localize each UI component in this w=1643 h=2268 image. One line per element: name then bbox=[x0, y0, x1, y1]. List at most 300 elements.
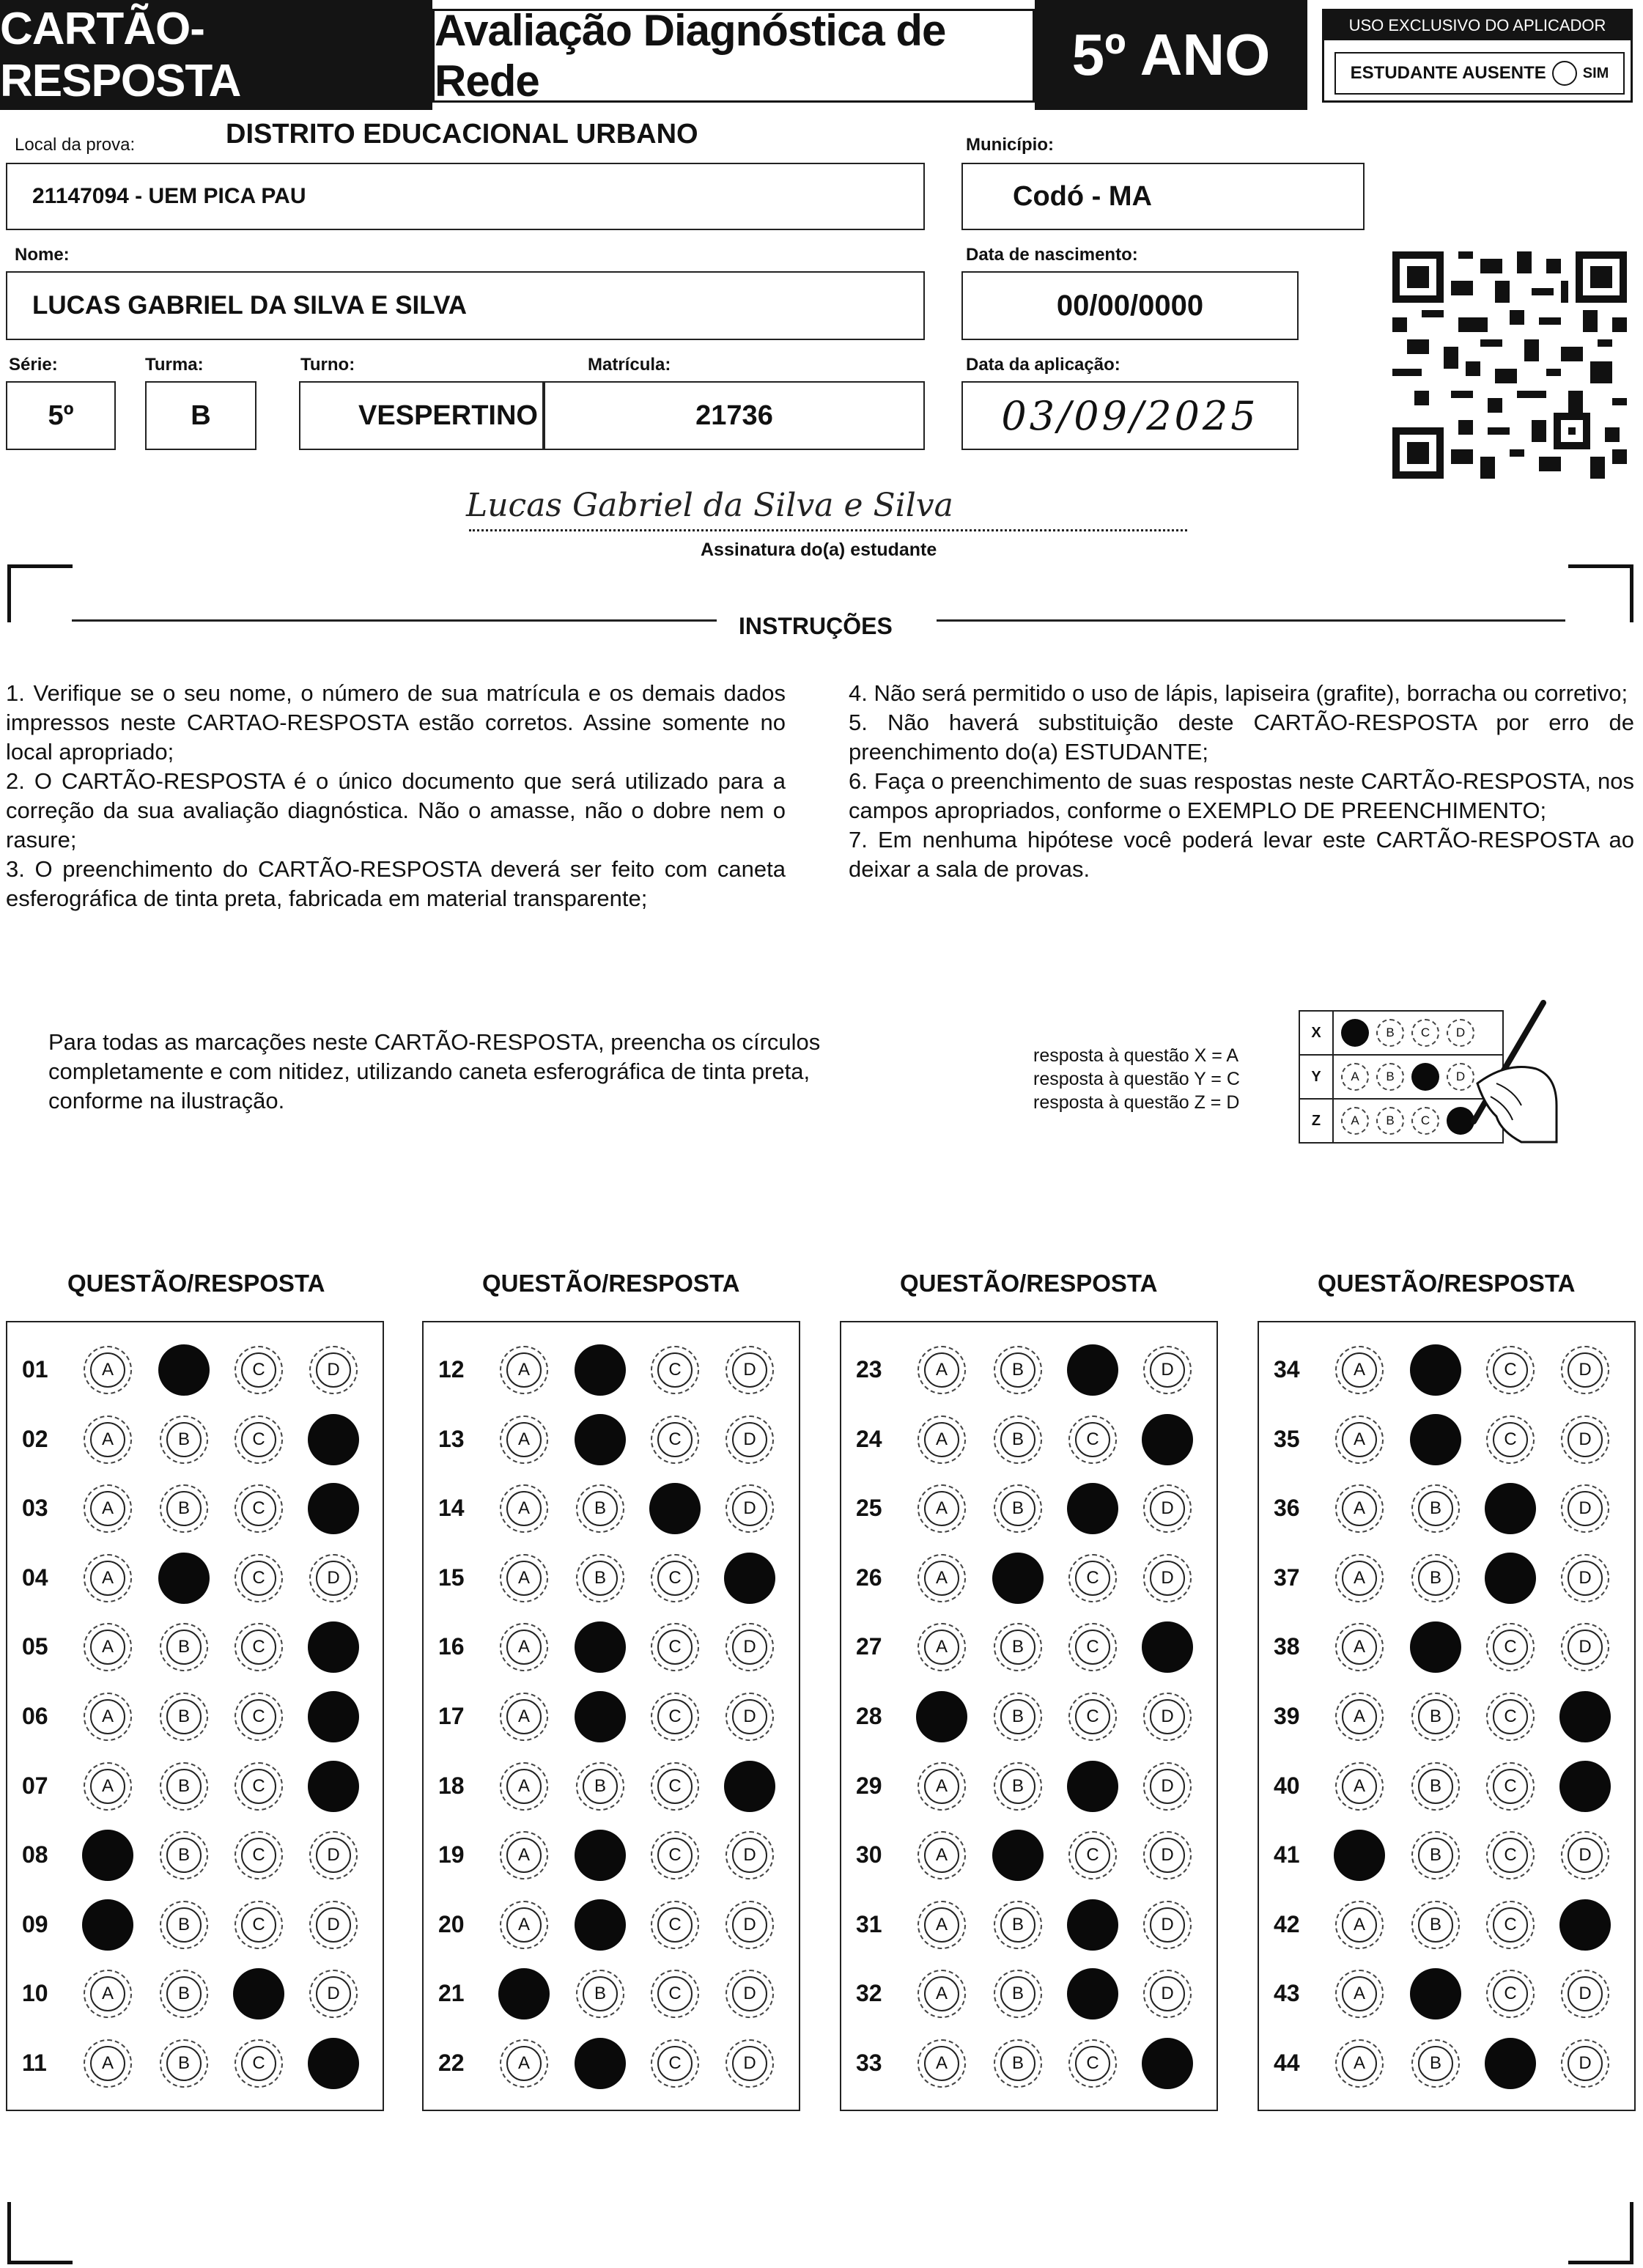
answer-panel-4 bbox=[1258, 1321, 1636, 2111]
answer-bubble-a[interactable] bbox=[1335, 1901, 1384, 1949]
answer-bubble-a[interactable] bbox=[84, 1346, 132, 1394]
answer-bubble-a[interactable] bbox=[500, 1415, 548, 1464]
answer-bubble-c[interactable] bbox=[651, 1693, 699, 1741]
option-letter: D bbox=[1568, 1630, 1603, 1665]
answer-bubble-filled[interactable] bbox=[1410, 1344, 1461, 1396]
question-number: 07 bbox=[22, 1772, 48, 1799]
answer-bubble-d[interactable] bbox=[309, 1554, 358, 1602]
answer-bubble-d[interactable] bbox=[725, 1901, 774, 1949]
answer-bubble-d[interactable] bbox=[725, 1831, 774, 1879]
option-letter: D bbox=[732, 1352, 767, 1388]
answer-bubble-d[interactable] bbox=[725, 1623, 774, 1671]
option-letter: B bbox=[1418, 1769, 1453, 1804]
answer-bubble-d[interactable] bbox=[309, 1901, 358, 1949]
answer-bubble-d[interactable] bbox=[1561, 1831, 1609, 1879]
answer-bubble-a[interactable] bbox=[918, 2039, 966, 2088]
answer-bubble-b[interactable] bbox=[160, 1970, 208, 2018]
evaluation-title: Avaliação Diagnóstica de Rede bbox=[432, 9, 1035, 103]
answer-bubble-c[interactable] bbox=[651, 1346, 699, 1394]
answer-bubble-a[interactable] bbox=[500, 1762, 548, 1811]
answer-bubble-filled[interactable] bbox=[498, 1968, 550, 2020]
answer-bubble-filled[interactable] bbox=[1067, 1899, 1118, 1951]
answer-bubble-b[interactable] bbox=[994, 2039, 1042, 2088]
option-letter: A bbox=[924, 1907, 959, 1943]
qr-code bbox=[1392, 251, 1627, 479]
answer-bubble-a[interactable] bbox=[1335, 1346, 1384, 1394]
answer-bubble-d[interactable] bbox=[725, 1346, 774, 1394]
answer-bubble-filled[interactable] bbox=[992, 1553, 1044, 1604]
option-letter: D bbox=[1568, 1976, 1603, 2011]
answer-bubble-a[interactable] bbox=[1335, 1554, 1384, 1602]
answer-bubble-filled[interactable] bbox=[575, 2038, 626, 2089]
option-letter: A bbox=[506, 1699, 542, 1734]
option-letter: A bbox=[1342, 2046, 1377, 2081]
signature-line bbox=[469, 529, 1187, 531]
option-letter: B bbox=[166, 1699, 202, 1734]
question-row-03 bbox=[7, 1476, 383, 1544]
answer-bubble-a[interactable] bbox=[84, 1970, 132, 2018]
question-row-14 bbox=[424, 1476, 799, 1544]
answer-bubble-filled[interactable] bbox=[158, 1553, 210, 1604]
option-letter: C bbox=[657, 1699, 693, 1734]
answer-bubble-d[interactable] bbox=[1561, 1484, 1609, 1533]
answer-bubble-c[interactable] bbox=[1486, 1831, 1535, 1879]
question-row-22 bbox=[424, 2030, 799, 2099]
question-number: 23 bbox=[856, 1356, 882, 1382]
answer-bubble-filled[interactable] bbox=[1559, 1761, 1611, 1812]
answer-bubble-c[interactable] bbox=[651, 2039, 699, 2088]
answer-bubble-d[interactable] bbox=[725, 2039, 774, 2088]
answer-bubble-filled[interactable] bbox=[1067, 1968, 1118, 2020]
answer-bubble-d[interactable] bbox=[1561, 1623, 1609, 1671]
question-number: 28 bbox=[856, 1703, 882, 1729]
answer-bubble-c[interactable] bbox=[651, 1901, 699, 1949]
option-letter: D bbox=[316, 1352, 351, 1388]
answer-bubble-c[interactable] bbox=[651, 1970, 699, 2018]
question-number: 22 bbox=[438, 2050, 465, 2076]
option-letter: C bbox=[241, 1838, 276, 1873]
instructions-right bbox=[849, 679, 1634, 884]
answer-bubble-filled[interactable] bbox=[916, 1691, 967, 1742]
instructions-title: INSTRUÇÕES bbox=[739, 613, 893, 639]
answer-bubble-filled[interactable] bbox=[1559, 1691, 1611, 1742]
answer-bubble-a[interactable] bbox=[500, 1901, 548, 1949]
answer-bubble-c[interactable] bbox=[651, 1831, 699, 1879]
answer-bubble-a[interactable] bbox=[84, 1623, 132, 1671]
question-number: 31 bbox=[856, 1910, 882, 1937]
answer-bubble-c[interactable] bbox=[651, 1554, 699, 1602]
answer-bubble-d[interactable] bbox=[1143, 1693, 1192, 1741]
option-letter: D bbox=[732, 1699, 767, 1734]
option-letter: C bbox=[1075, 1422, 1110, 1457]
option-letter: A bbox=[506, 2046, 542, 2081]
option-letter: C bbox=[1493, 1838, 1528, 1873]
answer-bubble-c[interactable] bbox=[235, 1484, 283, 1533]
option-letter: D bbox=[732, 1491, 767, 1526]
corner-mark-top-left bbox=[7, 564, 73, 622]
answer-bubble-d[interactable] bbox=[1143, 1831, 1192, 1879]
answer-bubble-b[interactable] bbox=[1411, 1762, 1460, 1811]
fill-note: Para todas as marcações neste CARTÃO-RESPOSTA, preencha os círculos completamente e com nitidez, utilizando caneta esferográfica de tinta preta, conforme na ilustração. bbox=[48, 1029, 821, 1113]
option-letter: D bbox=[1568, 1491, 1603, 1526]
option-letter: B bbox=[1000, 1352, 1035, 1388]
absent-option-label: SIM bbox=[1582, 65, 1609, 81]
option-letter: D bbox=[316, 1838, 351, 1873]
option-letter: A bbox=[1342, 1422, 1377, 1457]
answer-bubble-a[interactable] bbox=[500, 1346, 548, 1394]
answer-bubble-filled[interactable] bbox=[1067, 1761, 1118, 1812]
answer-bubble-a[interactable] bbox=[918, 1970, 966, 2018]
answer-bubble-filled[interactable] bbox=[575, 1830, 626, 1881]
answer-bubble-b[interactable] bbox=[994, 1762, 1042, 1811]
answer-bubble-filled[interactable] bbox=[1067, 1344, 1118, 1396]
answer-bubble-c[interactable] bbox=[235, 1901, 283, 1949]
option-letter: C bbox=[1493, 1352, 1528, 1388]
option-letter: A bbox=[90, 1699, 125, 1734]
pen-hand-icon bbox=[1433, 995, 1558, 1149]
answer-bubble-b[interactable] bbox=[994, 1693, 1042, 1741]
answer-bubble-b[interactable] bbox=[994, 1901, 1042, 1949]
turma-label: Turma: bbox=[145, 355, 204, 375]
answer-bubble-b[interactable] bbox=[1411, 1831, 1460, 1879]
answer-bubble-filled[interactable] bbox=[1142, 2038, 1193, 2089]
answer-bubble-filled[interactable] bbox=[308, 1621, 359, 1673]
answer-bubble-d[interactable] bbox=[1561, 2039, 1609, 2088]
option-letter: A bbox=[1342, 1976, 1377, 2011]
answer-bubble-d[interactable] bbox=[725, 1693, 774, 1741]
option-letter: D bbox=[1568, 2046, 1603, 2081]
answer-bubble-a[interactable] bbox=[1335, 2039, 1384, 2088]
question-number: 40 bbox=[1274, 1772, 1300, 1799]
answer-bubble-d[interactable] bbox=[1561, 1970, 1609, 2018]
option-letter: C bbox=[1075, 1561, 1110, 1596]
answer-bubble-c[interactable] bbox=[1486, 1970, 1535, 2018]
answer-bubble-d[interactable] bbox=[1561, 1346, 1609, 1394]
option-letter: C bbox=[241, 1352, 276, 1388]
answer-bubble-filled[interactable] bbox=[575, 1344, 626, 1396]
answer-bubble-filled[interactable] bbox=[308, 1761, 359, 1812]
answer-bubble-a[interactable] bbox=[1335, 1693, 1384, 1741]
answer-bubble-d[interactable] bbox=[309, 1346, 358, 1394]
option-letter: C bbox=[241, 1422, 276, 1457]
answer-bubble-b[interactable] bbox=[1411, 1901, 1460, 1949]
question-row-44 bbox=[1259, 2030, 1634, 2099]
answer-bubble-a[interactable] bbox=[500, 1484, 548, 1533]
answer-bubble-c[interactable] bbox=[235, 1623, 283, 1671]
answer-bubble-filled[interactable] bbox=[575, 1414, 626, 1465]
answer-bubble-b[interactable] bbox=[160, 2039, 208, 2088]
option-letter: A bbox=[1342, 1769, 1377, 1804]
absent-field bbox=[1334, 52, 1625, 95]
answer-bubble-a[interactable] bbox=[84, 1554, 132, 1602]
answer-bubble-d[interactable] bbox=[1143, 1484, 1192, 1533]
answer-bubble-c[interactable] bbox=[235, 2039, 283, 2088]
answer-bubble-b[interactable] bbox=[160, 1484, 208, 1533]
answer-bubble-c[interactable] bbox=[1486, 1415, 1535, 1464]
answer-bubble-c[interactable] bbox=[1486, 1623, 1535, 1671]
answer-bubble-d[interactable] bbox=[1143, 1970, 1192, 2018]
question-row-25 bbox=[841, 1476, 1216, 1544]
answer-bubble-d[interactable] bbox=[309, 1831, 358, 1879]
answer-bubble-c[interactable] bbox=[1068, 2039, 1117, 2088]
answer-bubble-a[interactable] bbox=[918, 1484, 966, 1533]
answer-bubble-d[interactable] bbox=[725, 1415, 774, 1464]
answer-bubble-b[interactable] bbox=[160, 1831, 208, 1879]
option-letter: D bbox=[1150, 1352, 1185, 1388]
answer-bubble-filled[interactable] bbox=[649, 1483, 701, 1534]
fill-example bbox=[1299, 1010, 1518, 1154]
answer-bubble-b[interactable] bbox=[1411, 2039, 1460, 2088]
option-letter: D bbox=[1150, 1976, 1185, 2011]
answer-bubble-b[interactable] bbox=[160, 1901, 208, 1949]
example-bubble-b: B bbox=[1376, 1063, 1404, 1091]
answer-bubble-a[interactable] bbox=[84, 1693, 132, 1741]
answer-bubble-a[interactable] bbox=[84, 2039, 132, 2088]
option-letter: D bbox=[732, 1976, 767, 2011]
option-letter: A bbox=[924, 1352, 959, 1388]
option-letter: B bbox=[583, 1561, 618, 1596]
example-bubble-b: B bbox=[1376, 1107, 1404, 1135]
question-row-31 bbox=[841, 1892, 1216, 1961]
question-number: 18 bbox=[438, 1772, 465, 1799]
answer-panel-3 bbox=[840, 1321, 1218, 2111]
nome-field: LUCAS GABRIEL DA SILVA E SILVA bbox=[6, 271, 925, 340]
option-letter: B bbox=[166, 1769, 202, 1804]
instruction-5: 5. Não haverá substituição deste CARTÃO-RESPOSTA por erro de preenchimento do(a) ESTUDANTE; bbox=[849, 710, 1634, 765]
question-number: 12 bbox=[438, 1356, 465, 1382]
answer-bubble-filled[interactable] bbox=[1410, 1621, 1461, 1673]
answer-bubble-a[interactable] bbox=[500, 1623, 548, 1671]
answer-bubble-d[interactable] bbox=[1561, 1554, 1609, 1602]
option-letter: C bbox=[1493, 1422, 1528, 1457]
answer-bubble-c[interactable] bbox=[651, 1623, 699, 1671]
question-number: 32 bbox=[856, 1980, 882, 2007]
answer-bubble-filled[interactable] bbox=[308, 1483, 359, 1534]
answer-bubble-filled[interactable] bbox=[575, 1691, 626, 1742]
option-letter: B bbox=[1418, 1561, 1453, 1596]
question-row-26 bbox=[841, 1545, 1216, 1614]
option-letter: B bbox=[1418, 1699, 1453, 1734]
answer-bubble-b[interactable] bbox=[160, 1693, 208, 1741]
option-letter: B bbox=[583, 1976, 618, 2011]
answer-bubble-b[interactable] bbox=[576, 1970, 624, 2018]
answer-bubble-filled[interactable] bbox=[992, 1830, 1044, 1881]
answer-bubble-filled[interactable] bbox=[1410, 1968, 1461, 2020]
answer-bubble-c[interactable] bbox=[1486, 1901, 1535, 1949]
answer-bubble-a[interactable] bbox=[500, 1831, 548, 1879]
answer-bubble-filled[interactable] bbox=[1559, 1899, 1611, 1951]
option-letter: C bbox=[1493, 1907, 1528, 1943]
option-letter: D bbox=[316, 1561, 351, 1596]
answer-bubble-c[interactable] bbox=[235, 1762, 283, 1811]
answer-bubble-filled[interactable] bbox=[233, 1968, 284, 2020]
question-row-11 bbox=[7, 2030, 383, 2099]
answer-bubble-a[interactable] bbox=[500, 2039, 548, 2088]
answer-bubble-c[interactable] bbox=[651, 1415, 699, 1464]
absent-checkbox[interactable] bbox=[1552, 61, 1577, 86]
question-number: 34 bbox=[1274, 1356, 1300, 1382]
option-letter: C bbox=[657, 2046, 693, 2081]
option-letter: B bbox=[1000, 1769, 1035, 1804]
answer-bubble-d[interactable] bbox=[725, 1970, 774, 2018]
answer-bubble-filled[interactable] bbox=[1410, 1414, 1461, 1465]
option-letter: C bbox=[1075, 1838, 1110, 1873]
answer-bubble-c[interactable] bbox=[1486, 1762, 1535, 1811]
option-letter: A bbox=[924, 1976, 959, 2011]
school-field: 21147094 - UEM PICA PAU bbox=[6, 163, 925, 230]
answer-bubble-a[interactable] bbox=[500, 1693, 548, 1741]
answer-bubble-c[interactable] bbox=[1486, 1693, 1535, 1741]
question-row-17 bbox=[424, 1684, 799, 1753]
question-row-10 bbox=[7, 1961, 383, 2030]
answer-bubble-b[interactable] bbox=[1411, 1693, 1460, 1741]
option-letter: D bbox=[732, 2046, 767, 2081]
answer-bubble-a[interactable] bbox=[918, 1762, 966, 1811]
question-number: 06 bbox=[22, 1703, 48, 1729]
option-letter: C bbox=[241, 1491, 276, 1526]
answer-bubble-a[interactable] bbox=[500, 1554, 548, 1602]
option-letter: A bbox=[90, 1352, 125, 1388]
answer-bubble-filled[interactable] bbox=[575, 1899, 626, 1951]
answer-bubble-c[interactable] bbox=[235, 1415, 283, 1464]
answer-bubble-a[interactable] bbox=[918, 1415, 966, 1464]
answer-bubble-a[interactable] bbox=[918, 1831, 966, 1879]
option-letter: A bbox=[924, 1422, 959, 1457]
option-letter: C bbox=[241, 1907, 276, 1943]
question-number: 08 bbox=[22, 1841, 48, 1868]
answer-bubble-d[interactable] bbox=[309, 1970, 358, 2018]
answer-bubble-b[interactable] bbox=[576, 1762, 624, 1811]
answer-bubble-b[interactable] bbox=[994, 1415, 1042, 1464]
answer-bubble-a[interactable] bbox=[1335, 1415, 1384, 1464]
answer-bubble-a[interactable] bbox=[84, 1415, 132, 1464]
answer-bubble-b[interactable] bbox=[160, 1623, 208, 1671]
answer-bubble-a[interactable] bbox=[84, 1762, 132, 1811]
answer-bubble-filled[interactable] bbox=[308, 1414, 359, 1465]
answer-bubble-a[interactable] bbox=[918, 1623, 966, 1671]
answer-bubble-filled[interactable] bbox=[724, 1761, 775, 1812]
option-letter: D bbox=[732, 1630, 767, 1665]
answer-bubble-filled[interactable] bbox=[82, 1899, 133, 1951]
question-number: 21 bbox=[438, 1980, 465, 2007]
answer-bubble-a[interactable] bbox=[1335, 1484, 1384, 1533]
answer-bubble-c[interactable] bbox=[235, 1831, 283, 1879]
answer-bubble-b[interactable] bbox=[1411, 1484, 1460, 1533]
option-letter: A bbox=[506, 1491, 542, 1526]
option-letter: A bbox=[1342, 1630, 1377, 1665]
answer-bubble-c[interactable] bbox=[1068, 1415, 1117, 1464]
corner-mark-bottom-left bbox=[7, 2202, 73, 2264]
answer-bubble-b[interactable] bbox=[160, 1762, 208, 1811]
example-legend-x: resposta à questão X = A bbox=[1033, 1045, 1239, 1066]
question-number: 04 bbox=[22, 1564, 48, 1591]
answer-bubble-filled[interactable] bbox=[1485, 2038, 1536, 2089]
answer-bubble-filled[interactable] bbox=[1142, 1414, 1193, 1465]
answer-bubble-a[interactable] bbox=[918, 1554, 966, 1602]
option-letter: B bbox=[1000, 1422, 1035, 1457]
question-number: 02 bbox=[22, 1425, 48, 1452]
answer-bubble-filled[interactable] bbox=[1067, 1483, 1118, 1534]
answer-bubble-a[interactable] bbox=[1335, 1970, 1384, 2018]
question-row-35 bbox=[1259, 1407, 1634, 1476]
answer-bubble-c[interactable] bbox=[235, 1554, 283, 1602]
answer-bubble-b[interactable] bbox=[994, 1623, 1042, 1671]
answer-bubble-d[interactable] bbox=[1143, 1554, 1192, 1602]
answer-bubble-c[interactable] bbox=[235, 1346, 283, 1394]
answer-bubble-filled[interactable] bbox=[1142, 1621, 1193, 1673]
answer-bubble-a[interactable] bbox=[1335, 1623, 1384, 1671]
answer-bubble-c[interactable] bbox=[1068, 1623, 1117, 1671]
example-bubble-d: D bbox=[1447, 1019, 1474, 1047]
option-letter: A bbox=[90, 1561, 125, 1596]
answer-bubble-filled[interactable] bbox=[724, 1553, 775, 1604]
local-district: DISTRITO EDUCACIONAL URBANO bbox=[226, 119, 698, 150]
answer-bubble-filled[interactable] bbox=[158, 1344, 210, 1396]
answer-bubble-filled[interactable] bbox=[575, 1621, 626, 1673]
option-letter: C bbox=[657, 1976, 693, 2011]
answer-bubble-c[interactable] bbox=[651, 1762, 699, 1811]
answer-bubble-d[interactable] bbox=[1561, 1415, 1609, 1464]
answer-bubble-b[interactable] bbox=[576, 1484, 624, 1533]
answer-bubble-c[interactable] bbox=[1068, 1554, 1117, 1602]
answer-bubble-c[interactable] bbox=[1068, 1693, 1117, 1741]
answer-bubble-b[interactable] bbox=[576, 1554, 624, 1602]
option-letter: B bbox=[166, 1907, 202, 1943]
option-letter: B bbox=[1000, 1699, 1035, 1734]
answer-bubble-a[interactable] bbox=[918, 1901, 966, 1949]
instruction-6: 6. Faça o preenchimento de suas respostas neste CARTÃO-RESPOSTA, nos campos apropriados, conforme o EXEMPLO DE PREENCHIMENTO; bbox=[849, 768, 1634, 823]
turno-field: VESPERTINO bbox=[299, 381, 544, 450]
question-row-37 bbox=[1259, 1545, 1634, 1614]
answer-bubble-c[interactable] bbox=[235, 1693, 283, 1741]
answer-bubble-filled[interactable] bbox=[1485, 1483, 1536, 1534]
answer-bubble-b[interactable] bbox=[994, 1484, 1042, 1533]
option-letter: D bbox=[732, 1838, 767, 1873]
answer-bubble-b[interactable] bbox=[994, 1970, 1042, 2018]
answer-bubble-filled[interactable] bbox=[82, 1830, 133, 1881]
option-letter: C bbox=[657, 1907, 693, 1943]
option-letter: C bbox=[241, 1769, 276, 1804]
answer-bubble-d[interactable] bbox=[725, 1484, 774, 1533]
question-number: 33 bbox=[856, 2050, 882, 2076]
answer-bubble-b[interactable] bbox=[160, 1415, 208, 1464]
answer-bubble-d[interactable] bbox=[1143, 1901, 1192, 1949]
answer-bubble-d[interactable] bbox=[1143, 1762, 1192, 1811]
question-row-36 bbox=[1259, 1476, 1634, 1544]
answer-bubble-a[interactable] bbox=[84, 1484, 132, 1533]
answer-bubble-c[interactable] bbox=[1068, 1831, 1117, 1879]
question-row-01 bbox=[7, 1337, 383, 1406]
answer-bubble-b[interactable] bbox=[994, 1346, 1042, 1394]
option-letter: C bbox=[657, 1561, 693, 1596]
answer-bubble-b[interactable] bbox=[1411, 1554, 1460, 1602]
answer-bubble-a[interactable] bbox=[918, 1346, 966, 1394]
answer-bubble-a[interactable] bbox=[1335, 1762, 1384, 1811]
answer-bubble-c[interactable] bbox=[1486, 1346, 1535, 1394]
option-letter: D bbox=[732, 1907, 767, 1943]
question-number: 11 bbox=[22, 2050, 47, 2076]
answer-bubble-filled[interactable] bbox=[308, 1691, 359, 1742]
option-letter: A bbox=[506, 1907, 542, 1943]
option-letter: C bbox=[241, 1561, 276, 1596]
question-row-41 bbox=[1259, 1822, 1634, 1891]
answer-bubble-d[interactable] bbox=[1143, 1346, 1192, 1394]
question-row-20 bbox=[424, 1892, 799, 1961]
answer-bubble-filled[interactable] bbox=[308, 2038, 359, 2089]
answer-bubble-filled[interactable] bbox=[1334, 1830, 1385, 1881]
answer-bubble-filled[interactable] bbox=[1485, 1553, 1536, 1604]
option-letter: C bbox=[1075, 1630, 1110, 1665]
